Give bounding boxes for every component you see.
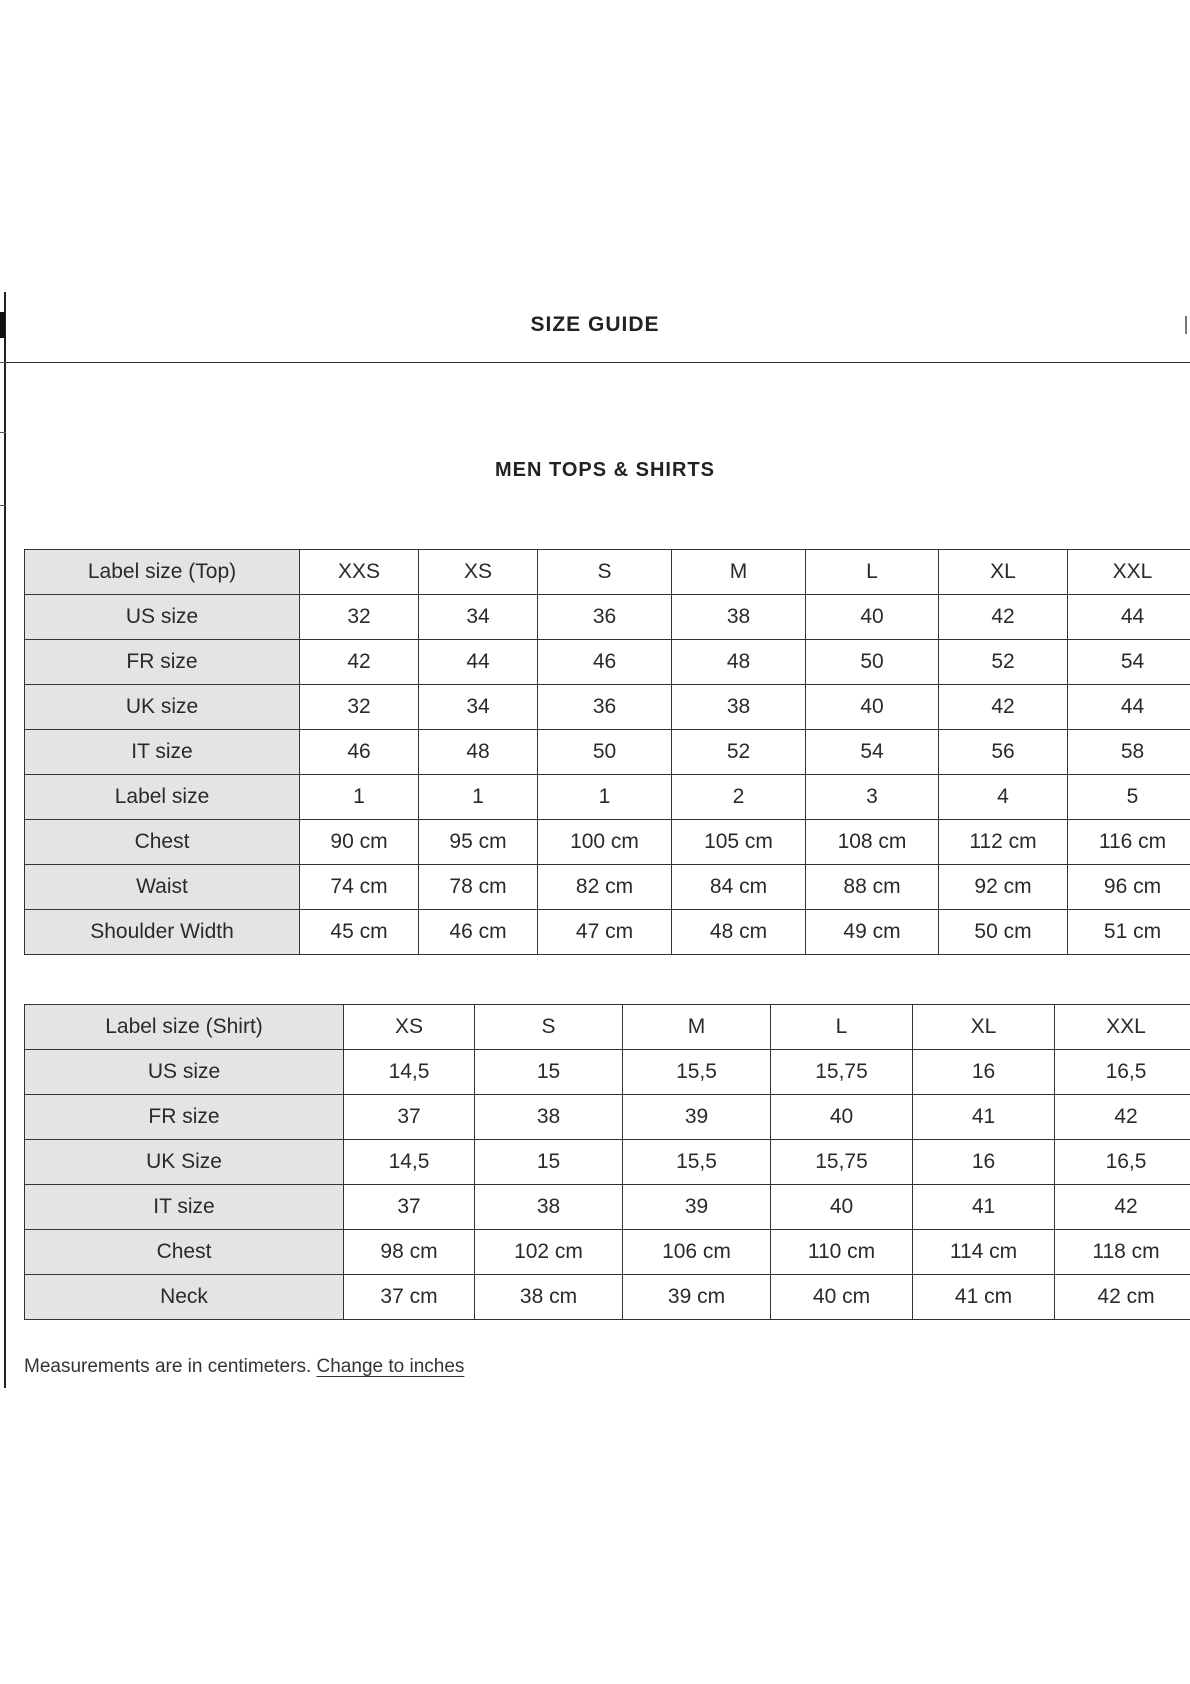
table-cell: 114 cm [913,1230,1055,1275]
table-cell: 38 [672,595,806,640]
table-cell: 44 [1068,595,1190,640]
table-cell: 46 [538,640,672,685]
measurement-note-text: Measurements are in centimeters. [24,1356,312,1377]
table-cell: XL [939,550,1068,595]
table-cell: 16 [913,1050,1055,1095]
table-row [25,1050,1190,1095]
table-cell: 38 [672,685,806,730]
header-divider [6,362,1190,363]
table-cell: XXS [300,550,419,595]
table-row [25,1140,1190,1185]
table-cell: 96 cm [1068,865,1190,910]
table-cell: 100 cm [538,820,672,865]
table-cell: 39 cm [623,1275,771,1320]
table-cell: 40 [806,595,939,640]
table-cell: 40 cm [771,1275,913,1320]
table-cell: 34 [419,595,538,640]
table-cell: XS [419,550,538,595]
left-edge-tick [0,505,6,506]
table-cell: 52 [939,640,1068,685]
table-cell: XXL [1068,550,1190,595]
table-cell: 16 [913,1140,1055,1185]
table-cell: 42 [300,640,419,685]
table-row [25,1275,1190,1320]
table-cell: 36 [538,595,672,640]
table-row [25,640,1190,685]
table-cell: 58 [1068,730,1190,775]
table-cell: 2 [672,775,806,820]
section-title: MEN TOPS & SHIRTS [495,459,715,481]
table-cell: 15,75 [771,1140,913,1185]
table-header-row [25,550,1190,595]
table-row [25,775,1190,820]
table-cell: 42 cm [1055,1275,1190,1320]
table-cell: 54 [1068,640,1190,685]
table-cell: 52 [672,730,806,775]
table-cell: S [475,1005,623,1050]
table-cell: 37 [344,1095,475,1140]
row-label-cell: UK size [25,685,300,730]
table-cell: 92 cm [939,865,1068,910]
table-cell: 15 [475,1050,623,1095]
table-cell: 54 [806,730,939,775]
table-cell: 90 cm [300,820,419,865]
table-cell: 15 [475,1140,623,1185]
table-row [25,595,1190,640]
table-cell: 105 cm [672,820,806,865]
table-cell: 50 [538,730,672,775]
table-cell: 32 [300,595,419,640]
table-cell: 40 [771,1095,913,1140]
table-cell: 41 [913,1095,1055,1140]
table-cell: 46 [300,730,419,775]
table-cell: 116 cm [1068,820,1190,865]
modal-left-edge [4,292,6,1388]
table-cell: 15,75 [771,1050,913,1095]
row-label-cell: Neck [25,1275,344,1320]
row-label-cell: FR size [25,640,300,685]
table-cell: XS [344,1005,475,1050]
table-cell: 84 cm [672,865,806,910]
table-cell: XL [913,1005,1055,1050]
row-label-cell: IT size [25,730,300,775]
table-cell: 112 cm [939,820,1068,865]
row-label-cell: Label size [25,775,300,820]
table-cell: 38 cm [475,1275,623,1320]
table-cell: 41 cm [913,1275,1055,1320]
table-cell: 40 [771,1185,913,1230]
measurement-note [24,1356,464,1378]
table-cell: 41 [913,1185,1055,1230]
table-cell: 14,5 [344,1050,475,1095]
table-cell: 42 [1055,1095,1190,1140]
table-header-row [25,1005,1190,1050]
table-cell: 82 cm [538,865,672,910]
row-label-cell: Chest [25,820,300,865]
change-to-inches-link[interactable]: Change to inches [316,1356,465,1377]
table-cell: XXL [1055,1005,1190,1050]
table-cell: 38 [475,1095,623,1140]
table-cell: 49 cm [806,910,939,955]
table-cell: 48 [672,640,806,685]
table-cell: 14,5 [344,1140,475,1185]
table-cell: 98 cm [344,1230,475,1275]
table-cell: 38 [475,1185,623,1230]
table-cell: 44 [1068,685,1190,730]
table-cell: 39 [623,1185,771,1230]
tops-size-table [24,549,1190,955]
table-cell: 47 cm [538,910,672,955]
table-cell: 102 cm [475,1230,623,1275]
table-cell: 118 cm [1055,1230,1190,1275]
table-cell: L [806,550,939,595]
row-label-cell: FR size [25,1095,344,1140]
table-cell: 56 [939,730,1068,775]
table-row [25,820,1190,865]
table-cell: 45 cm [300,910,419,955]
table-cell: 106 cm [623,1230,771,1275]
table-cell: 36 [538,685,672,730]
row-label-cell: Waist [25,865,300,910]
table-cell: 1 [300,775,419,820]
row-label-cell: US size [25,595,300,640]
table-cell: 15,5 [623,1050,771,1095]
table-row [25,685,1190,730]
table-cell: 88 cm [806,865,939,910]
table-cell: 48 cm [672,910,806,955]
table-cell: 74 cm [300,865,419,910]
table-cell: S [538,550,672,595]
table-cell: 42 [939,595,1068,640]
table-cell: 48 [419,730,538,775]
table-cell: 16,5 [1055,1140,1190,1185]
table-row [25,1230,1190,1275]
table-cell: 44 [419,640,538,685]
table-cell: L [771,1005,913,1050]
row-label-cell: IT size [25,1185,344,1230]
table-cell: M [672,550,806,595]
row-label-cell: Label size (Shirt) [25,1005,344,1050]
table-cell: 1 [538,775,672,820]
table-cell: 50 cm [939,910,1068,955]
table-cell: 46 cm [419,910,538,955]
table-row [25,730,1190,775]
table-cell: 37 [344,1185,475,1230]
shirts-size-table [24,1004,1190,1320]
left-edge-tick [0,432,6,433]
table-cell: 34 [419,685,538,730]
table-cell: 78 cm [419,865,538,910]
table-cell: M [623,1005,771,1050]
row-label-cell: UK Size [25,1140,344,1185]
table-row [25,1095,1190,1140]
table-row [25,1185,1190,1230]
table-cell: 42 [939,685,1068,730]
table-cell: 5 [1068,775,1190,820]
table-cell: 108 cm [806,820,939,865]
modal-title: SIZE GUIDE [530,313,660,336]
table-cell: 15,5 [623,1140,771,1185]
table-cell: 51 cm [1068,910,1190,955]
table-cell: 37 cm [344,1275,475,1320]
row-label-cell: Shoulder Width [25,910,300,955]
table-row [25,910,1190,955]
table-cell: 32 [300,685,419,730]
table-cell: 95 cm [419,820,538,865]
table-cell: 42 [1055,1185,1190,1230]
table-cell: 50 [806,640,939,685]
table-cell: 39 [623,1095,771,1140]
table-cell: 1 [419,775,538,820]
row-label-cell: US size [25,1050,344,1095]
table-cell: 16,5 [1055,1050,1190,1095]
table-cell: 3 [806,775,939,820]
table-cell: 4 [939,775,1068,820]
row-label-cell: Label size (Top) [25,550,300,595]
table-cell: 110 cm [771,1230,913,1275]
table-row [25,865,1190,910]
row-label-cell: Chest [25,1230,344,1275]
table-cell: 40 [806,685,939,730]
